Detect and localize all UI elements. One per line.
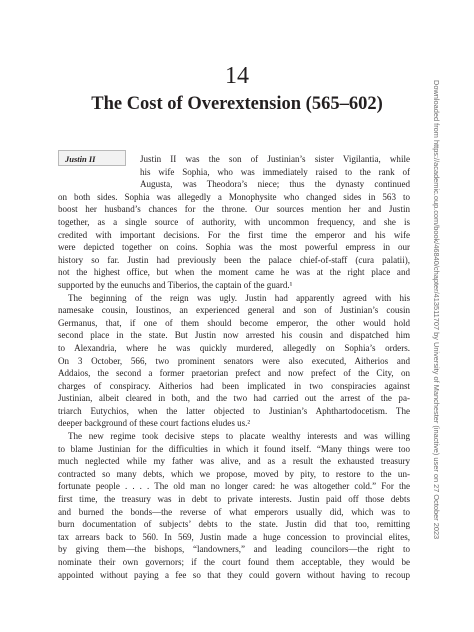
text-line: Germanus, that, if one of them should become emperor, the other would hold [58, 317, 410, 328]
text-line: his wife Sophia, who was immediately raised to the rank of [140, 166, 410, 177]
text-line: supported by the eunuchs and Tiberios, the captain of the guard.¹ [58, 279, 293, 290]
text-line: and burned the bonds—the reverse of what emperors usually did, which was to [58, 506, 410, 517]
text-line: Justin II was the son of Justinian’s sister Vigilantia, while [140, 154, 410, 164]
text-line: Justinian, albeit cleared in both, and the two had carried out the arrest of the pa- [58, 393, 410, 404]
text-line: to Alexandria, where he was quickly murdered, allegedly on Sophia’s orders. [58, 342, 410, 353]
text-line: together, as a single source of authority, with uncommon frequency, and she is [58, 216, 410, 227]
text-line: charges of conspiracy. Aitherios had been implicated in two conspiracies against [58, 380, 410, 391]
text-line: triarch Eutychios, when the latter objected to Justinian’s Aphthartodocetism. The [58, 405, 410, 416]
text-line: not the highest office, but when the moment came he was at the right place and [58, 267, 410, 278]
text-line: Augusta, was Theodora’s niece; thus the dynasty continued [140, 179, 410, 190]
text-line: by giving them—the bishops, “landowners,” and leading councilors—the right to [58, 544, 410, 555]
text-line: burn documentation of subjects’ debts to the state. Justin did that too, remitting [58, 519, 410, 530]
text-line: Addaios, the second a former praetorian prefect and now prefect of the City, on [58, 368, 410, 379]
text-line: nominate their own governors; if the court found them acceptable, they would be [58, 557, 410, 567]
download-watermark: Downloaded from https://academic.oup.com/book/46840/chapter/413511707 by University of Manchester (inactive) user on 27 October 2023 [432, 80, 441, 540]
chapter-number: 14 [225, 63, 249, 89]
sidenote-justin-ii: Justin II [58, 150, 126, 166]
text-line: history so far. Justin had previously been the palace chief-of-staff (cura palatii), [58, 254, 410, 265]
text-line: The new regime took decisive steps to placate wealthy interests and was willing [68, 431, 410, 442]
text-line: tax arrears back to 560. In 569, Justin made a huge concession to provincial elites, [58, 531, 410, 542]
text-line: boost her husband’s chances for the throne. Our sources mention her and Justin [58, 204, 410, 215]
text-line: to blame Justinian for the difficulties in which it found itself. “Many things were too [58, 443, 410, 454]
text-line: much neglected while my father was alive, and as a result the exhausted treasury [58, 456, 410, 467]
text-line: namesake cousin, Ioustinos, an experienced general and son of Justinian’s cousin [58, 305, 410, 316]
text-line: were depicted together on coins. Sophia was the most powerful empress in our [58, 242, 410, 253]
text-line: deeper background of these court factions eludes us.² [58, 418, 251, 429]
text-line: appointed without paying a fee so that they could govern without having to recoup [58, 569, 410, 580]
text-line: second place in the state. But Justin now arrested his cousin and dispatched him [58, 330, 410, 341]
text-line: fortunate people . . . . The old man no longer cared: he was altogether cold.” For the [58, 481, 410, 492]
text-line: On 3 October, 566, two prominent senators were also executed, Aitherios and [58, 355, 410, 366]
paragraph-3 [58, 430, 410, 581]
chapter-title: The Cost of Overextension (565–602) [91, 94, 383, 114]
paragraph-2 [58, 292, 410, 431]
chapter-body [58, 153, 410, 581]
text-line: credited with important decisions. For the first time the emperor and his wife [58, 229, 410, 240]
text-line: contracted so many debts, which we propose, moved by pity, to restore to the un- [58, 468, 410, 479]
text-line: The beginning of the reign was ugly. Justin had apparently agreed with his [68, 292, 410, 303]
text-line: first time, the treasury was in debt to private interests. Justin paid off those debts [58, 494, 410, 505]
text-line: on both sides. Sophia was allegedly a Monophysite who changed sides in 563 to [58, 191, 410, 202]
paragraph-1 [58, 153, 410, 292]
